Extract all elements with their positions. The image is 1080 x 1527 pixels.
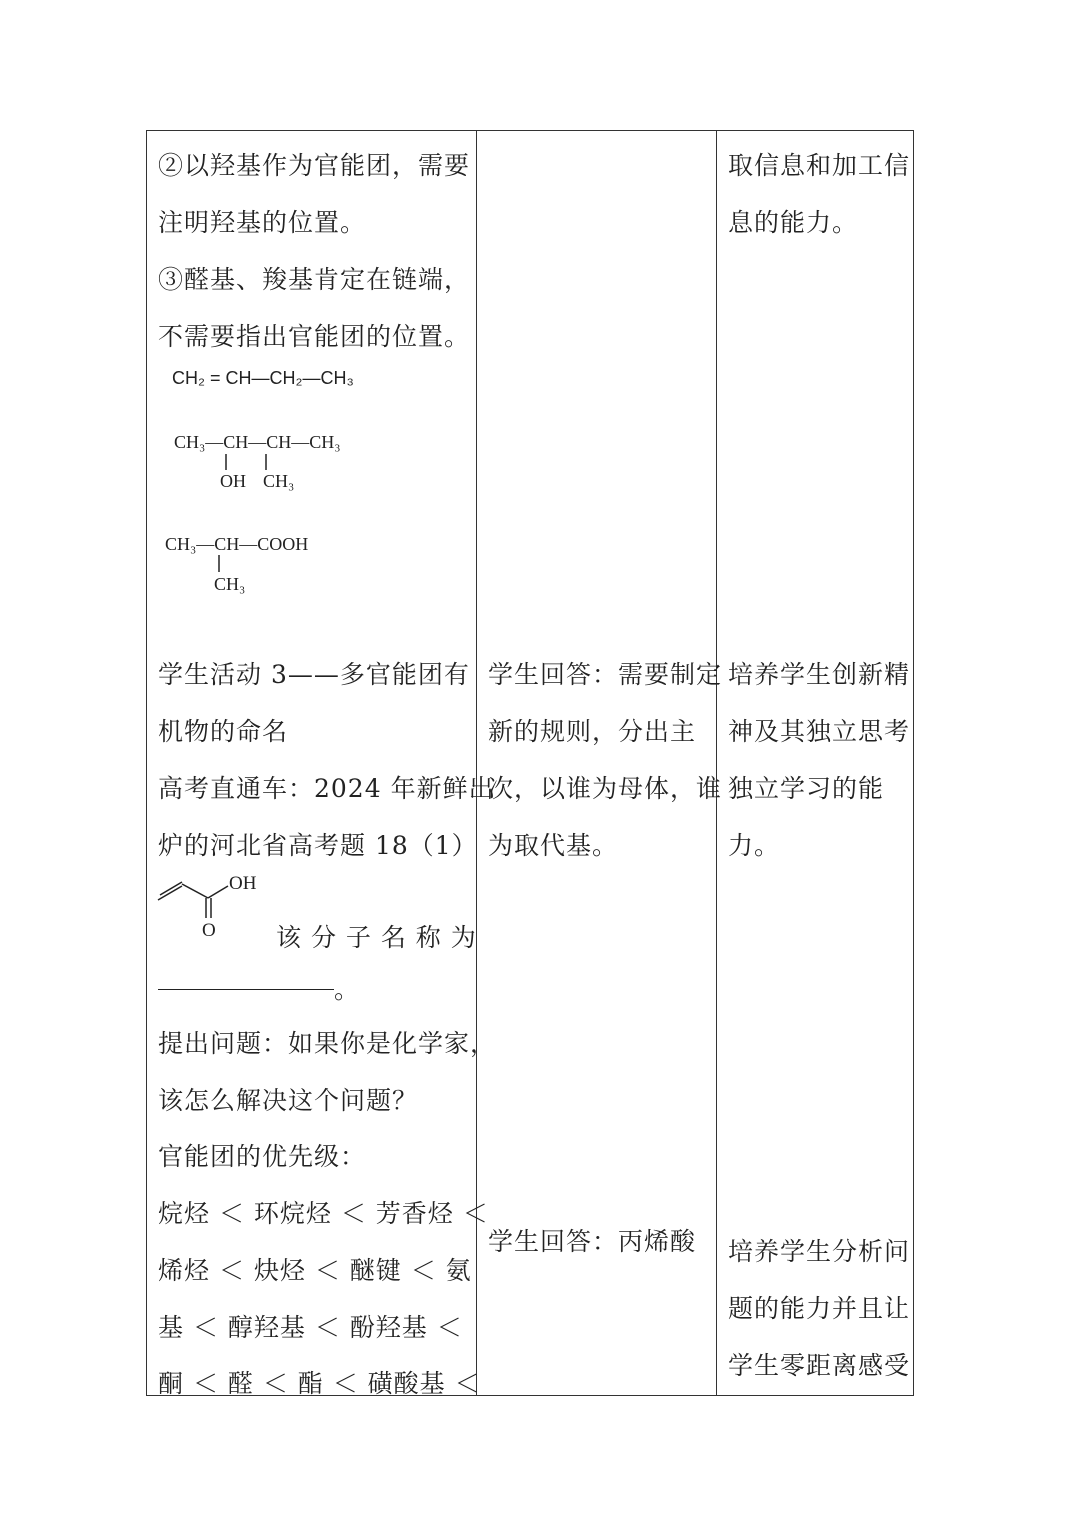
hydroxyl-label: OH xyxy=(229,873,257,894)
question-text: 该 分 子 名 称 为 xyxy=(276,923,477,952)
methyl-branch: CH₃ xyxy=(214,574,246,594)
butanol-formula: CH₃—CH—CH—CH₃ xyxy=(174,432,341,452)
text-line: 息的能力。 xyxy=(728,208,859,237)
column-divider xyxy=(716,130,717,1396)
text-line: 该怎么解决这个问题？ xyxy=(158,1086,419,1115)
text-line: 高考直通车：2024 年新鲜出 xyxy=(158,774,495,803)
text-line: 新的规则，分出主 xyxy=(488,717,697,746)
text-line: 神及其独立思考 xyxy=(728,717,911,746)
acrylic-acid-structure xyxy=(156,870,276,940)
bond-lines xyxy=(170,450,350,476)
text-line: 学生活动 3——多官能团有 xyxy=(158,660,470,689)
text-line: ②以羟基作为官能团，需要 xyxy=(158,151,471,180)
text-line: 为取代基。 xyxy=(488,831,619,860)
hydroxyl-branch: OH xyxy=(220,471,246,491)
text-line: 题的能力并且让 xyxy=(728,1294,911,1323)
text-line: 酮 ＜ 醛 ＜ 酯 ＜ 磺酸基 ＜ xyxy=(158,1369,481,1398)
text-line: 机物的命名 xyxy=(158,717,289,746)
text-line: 学生回答：需要制定 xyxy=(488,660,723,689)
oxygen-label: O xyxy=(202,920,216,941)
text-line: 学生零距离感受 xyxy=(728,1351,911,1380)
text-line: 。 xyxy=(334,975,361,1004)
text-line: 注明羟基的位置。 xyxy=(158,208,367,237)
text-line: 取信息和加工信 xyxy=(728,151,911,180)
text-line: 提出问题：如果你是化学家， xyxy=(158,1029,497,1058)
text-line: 培养学生创新精 xyxy=(728,660,911,689)
text-line: 独立学习的能 xyxy=(728,774,885,803)
text-line: 基 ＜ 醇羟基 ＜ 酚羟基 ＜ xyxy=(158,1313,463,1342)
text-line: 烷烃 ＜ 环烷烃 ＜ 芳香烃 ＜ xyxy=(158,1199,489,1228)
text-line: ③醛基、羧基肯定在链端， xyxy=(158,265,471,294)
text-line: 烯烃 ＜ 炔烃 ＜ 醚键 ＜ 氨 xyxy=(158,1256,472,1285)
methylpropanoic-acid-formula: CH₃—CH—COOH xyxy=(165,534,309,554)
text-line: 官能团的优先级： xyxy=(158,1142,367,1171)
butene-formula: CH₂ = CH—CH₂—CH₃ xyxy=(172,368,354,388)
methyl-branch: CH₃ xyxy=(263,471,295,491)
text-line: 次，以谁为母体，谁 xyxy=(488,774,723,803)
text-line: 炉的河北省高考题 18（1） xyxy=(158,831,478,860)
text-line: 不需要指出官能团的位置。 xyxy=(158,322,471,351)
text-line: 培养学生分析问 xyxy=(728,1237,911,1266)
text-line: 学生回答：丙烯酸 xyxy=(488,1227,697,1256)
answer-blank xyxy=(158,989,334,990)
text-line: 力。 xyxy=(728,831,781,860)
